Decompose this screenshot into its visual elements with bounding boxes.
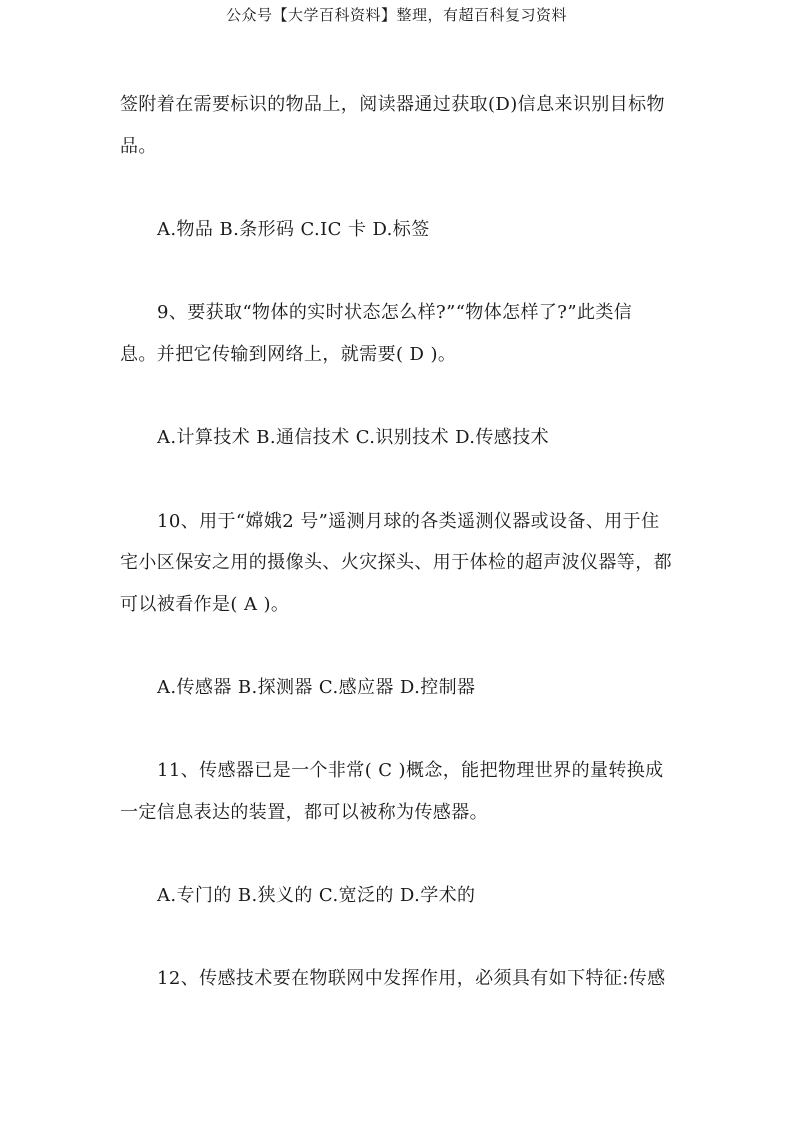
body-text-line: 可以被看作是( A )。 [120, 594, 290, 615]
body-text-line: 品。 [120, 136, 157, 157]
body-text-line: 宅小区保安之用的摄像头、火灾探头、用于体检的超声波仪器等，都 [120, 552, 672, 573]
body-text-line: 签附着在需要标识的物品上，阅读器通过获取(D)信息来识别目标物 [120, 94, 665, 115]
answer-options: A.计算技术 B.通信技术 C.识别技术 D.传感技术 [157, 427, 549, 448]
question-9: 9、要获取“物体的实时状态怎么样?”“物体怎样了?”此类信 [157, 302, 633, 323]
answer-options: A.物品 B.条形码 C.IC 卡 D.标签 [157, 219, 430, 240]
answer-options: A.传感器 B.探测器 C.感应器 D.控制器 [157, 677, 476, 698]
question-12: 12、传感技术要在物联网中发挥作用，必须具有如下特征:传感 [157, 968, 666, 989]
page-header: 公众号【大学百科资料】整理，有超百科复习资料 [225, 6, 567, 24]
body-text-line: 一定信息表达的装置，都可以被称为传感器。 [120, 802, 488, 823]
body-text-line: 息。并把它传输到网络上，就需要( D )。 [120, 344, 457, 365]
answer-options: A.专门的 B.狭义的 C.宽泛的 D.学术的 [157, 885, 476, 906]
question-10: 10、用于“嫦娥2 号”遥测月球的各类遥测仪器或设备、用于住 [157, 511, 660, 532]
question-11: 11、传感器已是一个非常( C )概念，能把物理世界的量转换成 [157, 760, 664, 781]
